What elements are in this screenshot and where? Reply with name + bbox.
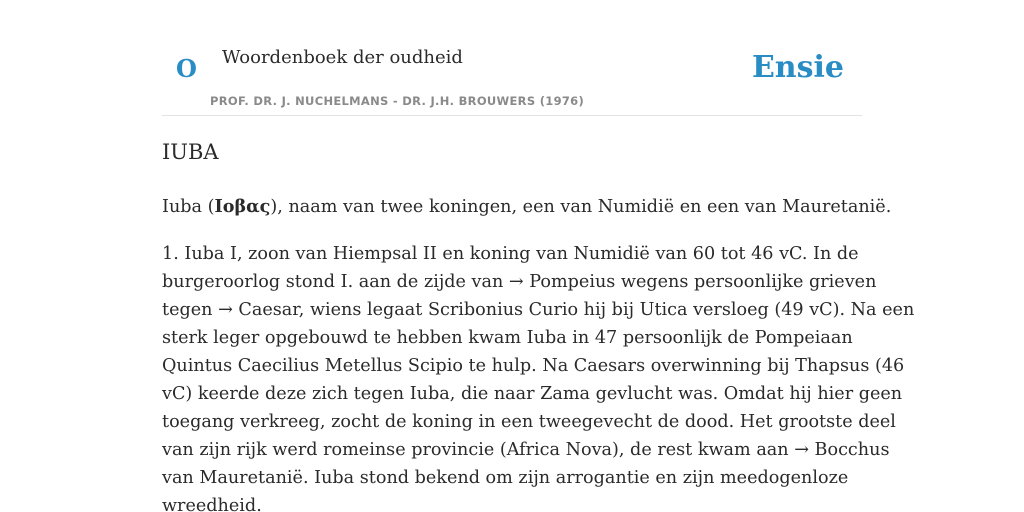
book-title[interactable]: Woordenboek der oudheid [222, 47, 463, 68]
paragraph-line: 1. Iuba I, zoon van Hiempsal II en koning van Numidië van 60 tot 46 vC. In de [162, 244, 859, 264]
paragraph-line: van Mauretanië. Iuba stond bekend om zijn arrogantie en zijn meedogenloze [162, 468, 849, 488]
paragraph-line: wreedheid. [162, 496, 262, 512]
paragraph-1 [162, 240, 915, 512]
paragraph-line: sterk leger opgebouwd te hebben kwam Iuba in 47 persoonlijk de Pompeiaan [162, 328, 853, 348]
ensie-logo[interactable]: Ensie [751, 50, 844, 85]
paragraph-line: tegen → Caesar, wiens legaat Scribonius Curio hij bij Utica versloeg (49 vC). Na een [162, 300, 915, 320]
entry-content [162, 193, 915, 512]
intro-post: ), naam van twee koningen, een van Numidië en een van Mauretanië. [270, 197, 892, 217]
paragraph-line: van zijn rijk werd romeinse provincie (Africa Nova), de rest kwam aan → Bocchus [162, 440, 890, 460]
entry-headword: IUBA [162, 140, 219, 164]
intro-paragraph [162, 193, 892, 221]
page-header [162, 40, 862, 116]
paragraph-line: toegang verkreeg, zocht de koning in een tweegevecht de dood. Het grootste deel [162, 412, 896, 432]
paragraph-line: Quintus Caecilius Metellus Scipio te hulp. Na Caesars overwinning bij Thapsus (46 [162, 356, 905, 376]
paragraph-line: vC) keerde deze zich tegen Iuba, die naar Zama gevlucht was. Omdat hij hier geen [162, 384, 903, 404]
index-letter[interactable]: O [176, 54, 197, 83]
paragraph-line: burgeroorlog stond I. aan de zijde van → Pompeius wegens persoonlijke grieven [162, 272, 877, 292]
intro-pre: Iuba ( [162, 197, 215, 217]
authors-line: PROF. DR. J. NUCHELMANS - DR. J.H. BROUWERS (1976) [210, 94, 585, 108]
greek-name: Ιοβας [214, 196, 271, 217]
